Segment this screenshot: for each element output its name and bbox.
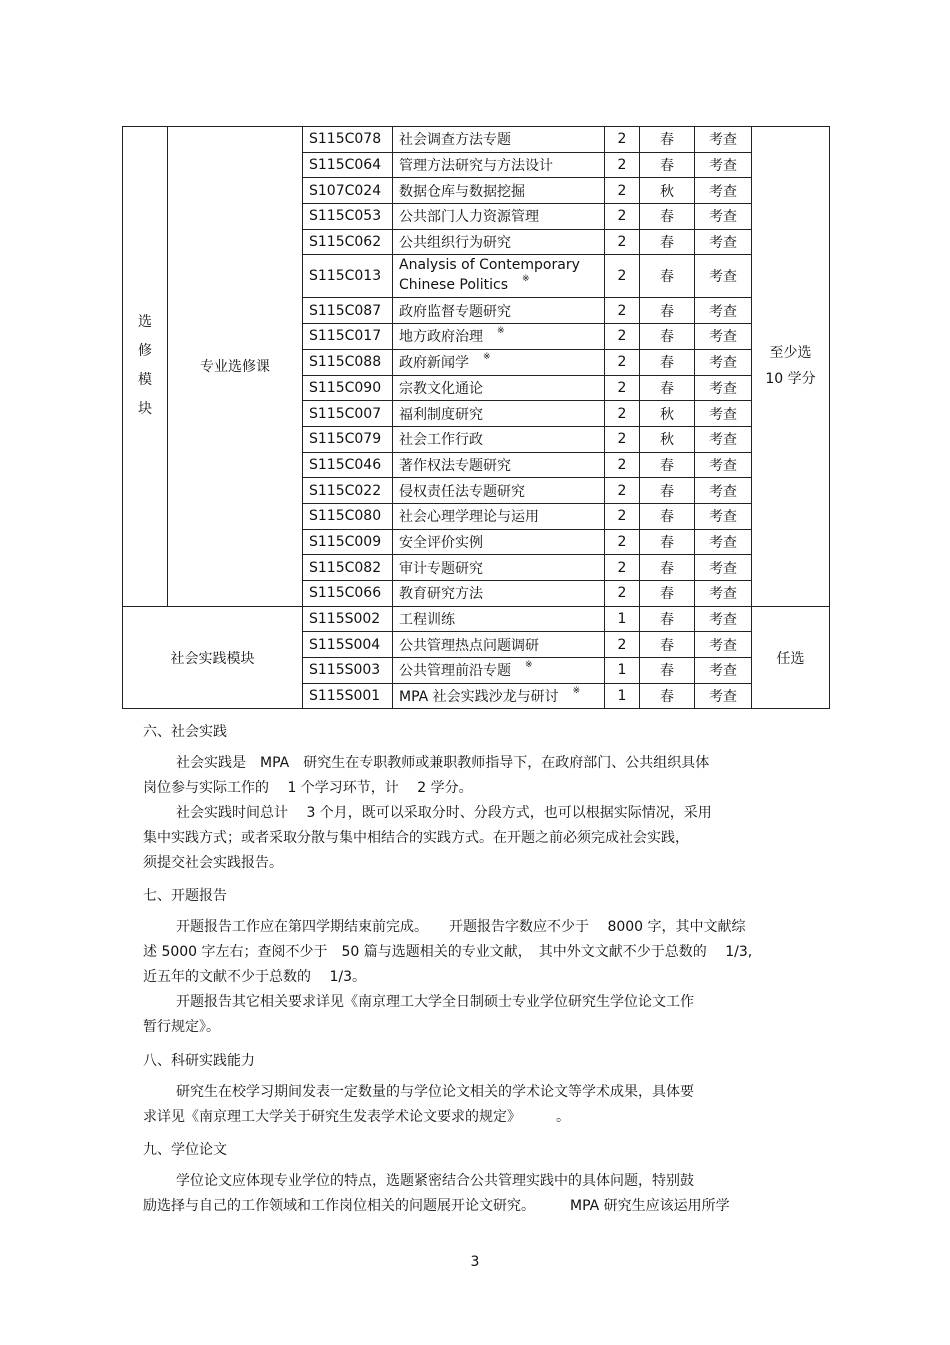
assessment-cell: 考查 — [695, 606, 752, 632]
term-cell: 春 — [640, 632, 695, 658]
credit-cell: 2 — [605, 324, 640, 350]
course-name: 社会心理学理论与运用 — [399, 509, 539, 526]
section-research-ability — [143, 1049, 803, 1130]
course-name: 社会调查方法专题 — [399, 132, 511, 149]
term-cell: 春 — [640, 349, 695, 375]
course-code-cell: S115C079 — [303, 426, 393, 452]
term-cell: 春 — [640, 255, 695, 298]
assessment-cell: 考查 — [695, 478, 752, 504]
course-name: 安全评价实例 — [399, 534, 483, 551]
table-row — [123, 127, 830, 153]
course-name: MPA 社会实践沙龙与研讨 — [399, 689, 559, 706]
course-code-cell: S115C062 — [303, 229, 393, 255]
course-name-cell — [393, 401, 605, 427]
note-mark: ※ — [497, 326, 505, 337]
course-name: 政府监督专题研究 — [399, 303, 511, 320]
term-cell: 春 — [640, 503, 695, 529]
term-cell: 秋 — [640, 178, 695, 204]
assessment-cell: 考查 — [695, 255, 752, 298]
course-table-body — [123, 127, 830, 709]
term-cell: 秋 — [640, 426, 695, 452]
module-label-elective — [123, 127, 168, 607]
credit-cell: 2 — [605, 375, 640, 401]
credit-cell: 2 — [605, 478, 640, 504]
course-name: 工程训练 — [399, 612, 455, 629]
paragraph-line: 岗位参与实际工作的 1 个学习环节，计 2 学分。 — [143, 780, 473, 796]
course-code-cell: S115C009 — [303, 529, 393, 555]
credit-note-cell: 任选 — [752, 606, 830, 709]
course-name-cell — [393, 658, 605, 684]
note-mark: ※ — [483, 352, 491, 363]
paragraph-line: 励选择与自己的工作领域和工作岗位相关的问题展开论文研究。 MPA 研究生应该运用所学 — [143, 1198, 730, 1214]
paragraph-line: 近五年的文献不少于总数的 1/3。 — [143, 969, 366, 985]
term-cell: 春 — [640, 298, 695, 324]
course-name-cell — [393, 298, 605, 324]
assessment-cell: 考查 — [695, 152, 752, 178]
assessment-cell: 考查 — [695, 581, 752, 607]
term-cell: 春 — [640, 127, 695, 153]
credit-cell: 2 — [605, 349, 640, 375]
note-mark: ※ — [525, 660, 533, 671]
module-char: 块 — [138, 401, 152, 418]
course-name: 侵权责任法专题研究 — [399, 483, 525, 500]
credit-cell: 2 — [605, 452, 640, 478]
course-name-cell — [393, 375, 605, 401]
paragraph-line: 研究生在校学习期间发表一定数量的与学位论文相关的学术论文等学术成果，具体要 — [176, 1084, 694, 1100]
course-name: 审计专题研究 — [399, 560, 483, 577]
course-name-cell — [393, 127, 605, 153]
course-name-cell — [393, 581, 605, 607]
assessment-cell: 考查 — [695, 349, 752, 375]
term-cell: 春 — [640, 529, 695, 555]
course-name: 地方政府治理 — [399, 329, 483, 346]
course-code-cell: S115C066 — [303, 581, 393, 607]
course-code-cell: S107C024 — [303, 178, 393, 204]
credit-cell: 2 — [605, 555, 640, 581]
term-cell: 秋 — [640, 401, 695, 427]
term-cell: 春 — [640, 581, 695, 607]
course-name-cell — [393, 255, 605, 298]
module-char: 修 — [138, 343, 152, 360]
credit-cell: 2 — [605, 152, 640, 178]
page-number: 3 — [470, 1254, 480, 1270]
course-name-cell — [393, 152, 605, 178]
section-heading: 六、社会实践 — [143, 724, 227, 740]
course-name: 社会工作行政 — [399, 432, 483, 449]
paragraph-line: 开题报告工作应在第四学期结束前完成。 开题报告字数应不少于 8000 字，其中文献综 — [176, 919, 746, 935]
course-code-cell: S115S004 — [303, 632, 393, 658]
assessment-cell: 考查 — [695, 632, 752, 658]
term-cell: 春 — [640, 229, 695, 255]
course-name-line: Chinese Politics — [399, 277, 509, 294]
credit-cell: 2 — [605, 178, 640, 204]
course-name-cell — [393, 632, 605, 658]
paragraph-line: 求详见《南京理工大学关于研究生发表学术论文要求的规定》 。 — [143, 1109, 570, 1125]
term-cell: 春 — [640, 555, 695, 581]
credit-cell: 1 — [605, 658, 640, 684]
course-code-cell: S115C064 — [303, 152, 393, 178]
course-table — [122, 126, 830, 709]
course-name: 公共管理前沿专题 — [399, 663, 511, 680]
paragraph-line: 集中实践方式；或者采取分散与集中相结合的实践方式。在开题之前必须完成社会实践， — [143, 830, 689, 846]
assessment-cell: 考查 — [695, 555, 752, 581]
term-cell: 春 — [640, 658, 695, 684]
assessment-cell: 考查 — [695, 401, 752, 427]
course-code-cell: S115C046 — [303, 452, 393, 478]
section-heading: 九、学位论文 — [143, 1142, 227, 1158]
assessment-cell: 考查 — [695, 178, 752, 204]
credit-cell: 2 — [605, 204, 640, 230]
course-name: 数据仓库与数据挖掘 — [399, 183, 525, 200]
course-name-cell — [393, 529, 605, 555]
term-cell: 春 — [640, 152, 695, 178]
assessment-cell: 考查 — [695, 324, 752, 350]
course-name-cell — [393, 478, 605, 504]
course-name: 宗教文化通论 — [399, 380, 483, 397]
course-name: 教育研究方法 — [399, 586, 483, 603]
term-cell: 春 — [640, 375, 695, 401]
course-code-cell: S115C082 — [303, 555, 393, 581]
course-name-cell — [393, 324, 605, 350]
section-heading: 七、开题报告 — [143, 888, 227, 904]
term-cell: 春 — [640, 683, 695, 709]
course-name-cell — [393, 503, 605, 529]
module-char: 选 — [138, 314, 152, 331]
paragraph-line: 社会实践时间总计 3 个月，既可以采取分时、分段方式，也可以根据实际情况，采用 — [176, 805, 712, 821]
assessment-cell: 考查 — [695, 529, 752, 555]
section-thesis — [143, 1138, 803, 1219]
note-mark: ※ — [572, 686, 581, 697]
credit-note-line: 至少选 — [769, 345, 812, 362]
course-name-cell — [393, 229, 605, 255]
note-mark: ※ — [522, 274, 530, 285]
credit-cell: 2 — [605, 632, 640, 658]
credit-cell: 2 — [605, 127, 640, 153]
course-name: 公共管理热点问题调研 — [399, 637, 539, 654]
term-cell: 春 — [640, 452, 695, 478]
course-code-cell: S115C017 — [303, 324, 393, 350]
paragraph-line: 暂行规定》。 — [143, 1019, 220, 1035]
course-name-cell — [393, 204, 605, 230]
course-name-cell — [393, 683, 605, 709]
course-code-cell: S115C007 — [303, 401, 393, 427]
credit-cell: 2 — [605, 581, 640, 607]
credit-cell: 2 — [605, 503, 640, 529]
course-code-cell: S115C080 — [303, 503, 393, 529]
category-label: 专业选修课 — [168, 127, 303, 607]
course-name-line: Analysis of Contemporary — [399, 257, 580, 274]
section-heading: 八、科研实践能力 — [143, 1053, 255, 1069]
credit-cell: 2 — [605, 298, 640, 324]
term-cell: 春 — [640, 606, 695, 632]
course-code-cell: S115C088 — [303, 349, 393, 375]
assessment-cell: 考查 — [695, 204, 752, 230]
credit-cell: 2 — [605, 401, 640, 427]
course-name: 著作权法专题研究 — [399, 457, 511, 474]
course-name: 福利制度研究 — [399, 406, 483, 423]
paragraph-line: 开题报告其它相关要求详见《南京理工大学全日制硕士专业学位研究生学位论文工作 — [176, 994, 694, 1010]
course-name-cell — [393, 555, 605, 581]
course-code-cell: S115C053 — [303, 204, 393, 230]
course-code-cell: S115C013 — [303, 255, 393, 298]
assessment-cell: 考查 — [695, 452, 752, 478]
course-code-cell: S115C090 — [303, 375, 393, 401]
paragraph-line: 述 5000 字左右；查阅不少于 50 篇与选题相关的专业文献， 其中外文文献不少于总数的 1/3, — [143, 944, 753, 960]
assessment-cell: 考查 — [695, 426, 752, 452]
course-name: 公共部门人力资源管理 — [399, 209, 539, 226]
assessment-cell: 考查 — [695, 683, 752, 709]
course-name-cell — [393, 178, 605, 204]
credit-note-line: 10 学分 — [765, 371, 816, 388]
course-name-cell — [393, 349, 605, 375]
assessment-cell: 考查 — [695, 503, 752, 529]
credit-cell: 1 — [605, 683, 640, 709]
course-code-cell: S115S003 — [303, 658, 393, 684]
table-row — [123, 606, 830, 632]
credit-cell: 2 — [605, 229, 640, 255]
course-code-cell: S115S002 — [303, 606, 393, 632]
credit-cell: 2 — [605, 255, 640, 298]
course-code-cell: S115C078 — [303, 127, 393, 153]
course-name-cell — [393, 606, 605, 632]
term-cell: 春 — [640, 324, 695, 350]
course-name-cell — [393, 426, 605, 452]
course-name: 管理方法研究与方法设计 — [399, 158, 553, 175]
credit-cell: 1 — [605, 606, 640, 632]
course-name-cell — [393, 452, 605, 478]
assessment-cell: 考查 — [695, 127, 752, 153]
credit-note-cell — [752, 127, 830, 607]
assessment-cell: 考查 — [695, 229, 752, 255]
credit-cell: 2 — [605, 426, 640, 452]
course-code-cell: S115C022 — [303, 478, 393, 504]
assessment-cell: 考查 — [695, 658, 752, 684]
section-social-practice — [143, 720, 803, 876]
module-char: 模 — [138, 372, 152, 389]
paragraph-line: 学位论文应体现专业学位的特点，选题紧密结合公共管理实践中的具体问题，特别鼓 — [176, 1173, 694, 1189]
credit-cell: 2 — [605, 529, 640, 555]
paragraph-line: 须提交社会实践报告。 — [143, 855, 283, 871]
course-code-cell: S115S001 — [303, 683, 393, 709]
term-cell: 春 — [640, 204, 695, 230]
course-name: 政府新闻学 — [399, 355, 469, 372]
assessment-cell: 考查 — [695, 298, 752, 324]
section-proposal-report — [143, 884, 803, 1040]
paragraph-line: 社会实践是 MPA 研究生在专职教师或兼职教师指导下，在政府部门、公共组织具体 — [176, 755, 710, 771]
course-code-cell: S115C087 — [303, 298, 393, 324]
term-cell: 春 — [640, 478, 695, 504]
module-label-practice: 社会实践模块 — [123, 606, 303, 709]
course-name: 公共组织行为研究 — [399, 235, 511, 252]
assessment-cell: 考查 — [695, 375, 752, 401]
